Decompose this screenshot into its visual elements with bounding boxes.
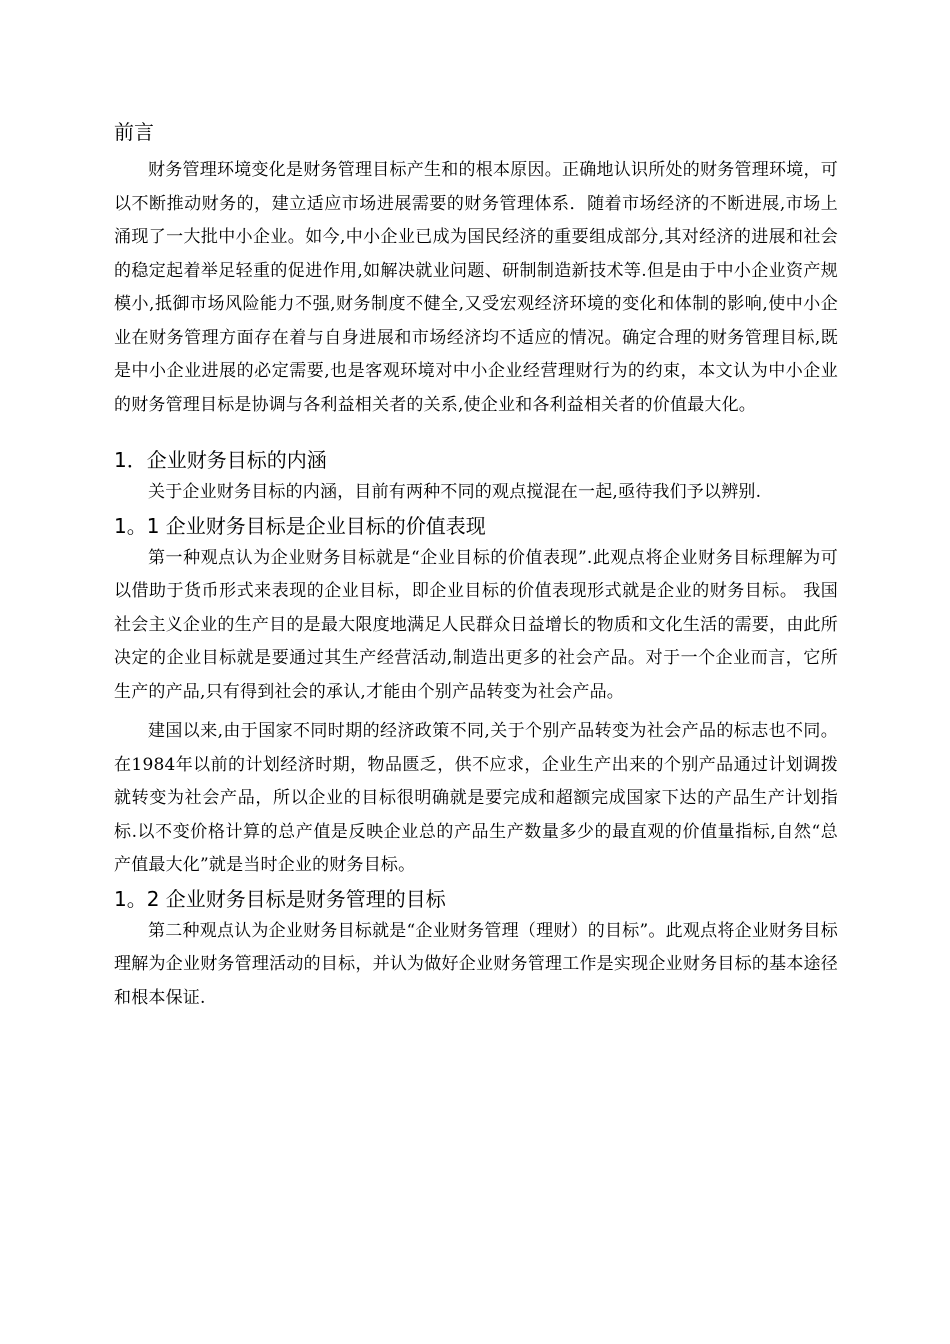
subsection-1-1-paragraph-1: 第一种观点认为企业财务目标就是“企业目标的价值表现”.此观点将企业财务目标理解为可以借助于货币形式来表现的企业目标，即企业目标的价值表现形式就是企业的财务目标。 我国社会主义企业的生产目的是最大限度地满足人民群众日益增长的物质和文化生活的需要，由此所决定的企业目标就是要通过其生产经营活动,制造出更多的社会产品。对于一个企业而言，它所生产的产品,只有得到社会的承认,才能由个别产品转变为社会产品。 (114, 547, 838, 702)
preface-paragraph: 财务管理环境变化是财务管理目标产生和的根本原因。正确地认识所处的财务管理环境，可以不断推动财务的，建立适应市场进展需要的财务管理体系．随着市场经济的不断进展,市场上涌现了一大批中小企业。如今,中小企业已成为国民经济的重要组成部分,其对经济的进展和社会的稳定起着举足轻重的促进作用,如解决就业问题、研制制造新技术等.但是由于中小企业资产规模小,抵御市场风险能力不强,财务制度不健全,又受宏观经济环境的变化和体制的影响,使中小企业在财务管理方面存在着与自身进展和市场经济均不适应的情况。确定合理的财务管理目标,既是中小企业进展的必定需要,也是客观环境对中小企业经营理财行为的约束，本文认为中小企业的财务管理目标是协调与各利益相关者的关系,使企业和各利益相关者的价值最大化。 (114, 160, 838, 415)
preface-title: 前言 (114, 120, 154, 144)
subsection-1-2-paragraph: 第二种观点认为企业财务目标就是“企业财务管理（理财）的目标”。此观点将企业财务目标理解为企业财务管理活动的目标，并认为做好企业财务管理工作是实现企业财务目标的基本途径和根本保证. (114, 920, 838, 1008)
section-1-paragraph: 关于企业财务目标的内涵，目前有两种不同的观点搅混在一起,亟待我们予以辨别. (148, 482, 762, 502)
section-1-title: 1．企业财务目标的内涵 (114, 448, 327, 472)
subsection-1-1-paragraph-2: 建国以来,由于国家不同时期的经济政策不同,关于个别产品转变为社会产品的标志也不同。在1984年以前的计划经济时期，物品匮乏，供不应求，企业生产出来的个别产品通过计划调拨就转变为社会产品，所以企业的目标很明确就是要完成和超额完成国家下达的产品生产计划指标.以不变价格计算的总产值是反映企业总的产品生产数量多少的最直观的价值量指标,自然“总产值最大化”就是当时企业的财务目标。 (114, 721, 838, 875)
subsection-1-2-title: 1。2 企业财务目标是财务管理的目标 (114, 886, 446, 911)
document-page (114, 116, 838, 1015)
subsection-1-1-title: 1。1 企业财务目标是企业目标的价值表现 (114, 513, 486, 538)
